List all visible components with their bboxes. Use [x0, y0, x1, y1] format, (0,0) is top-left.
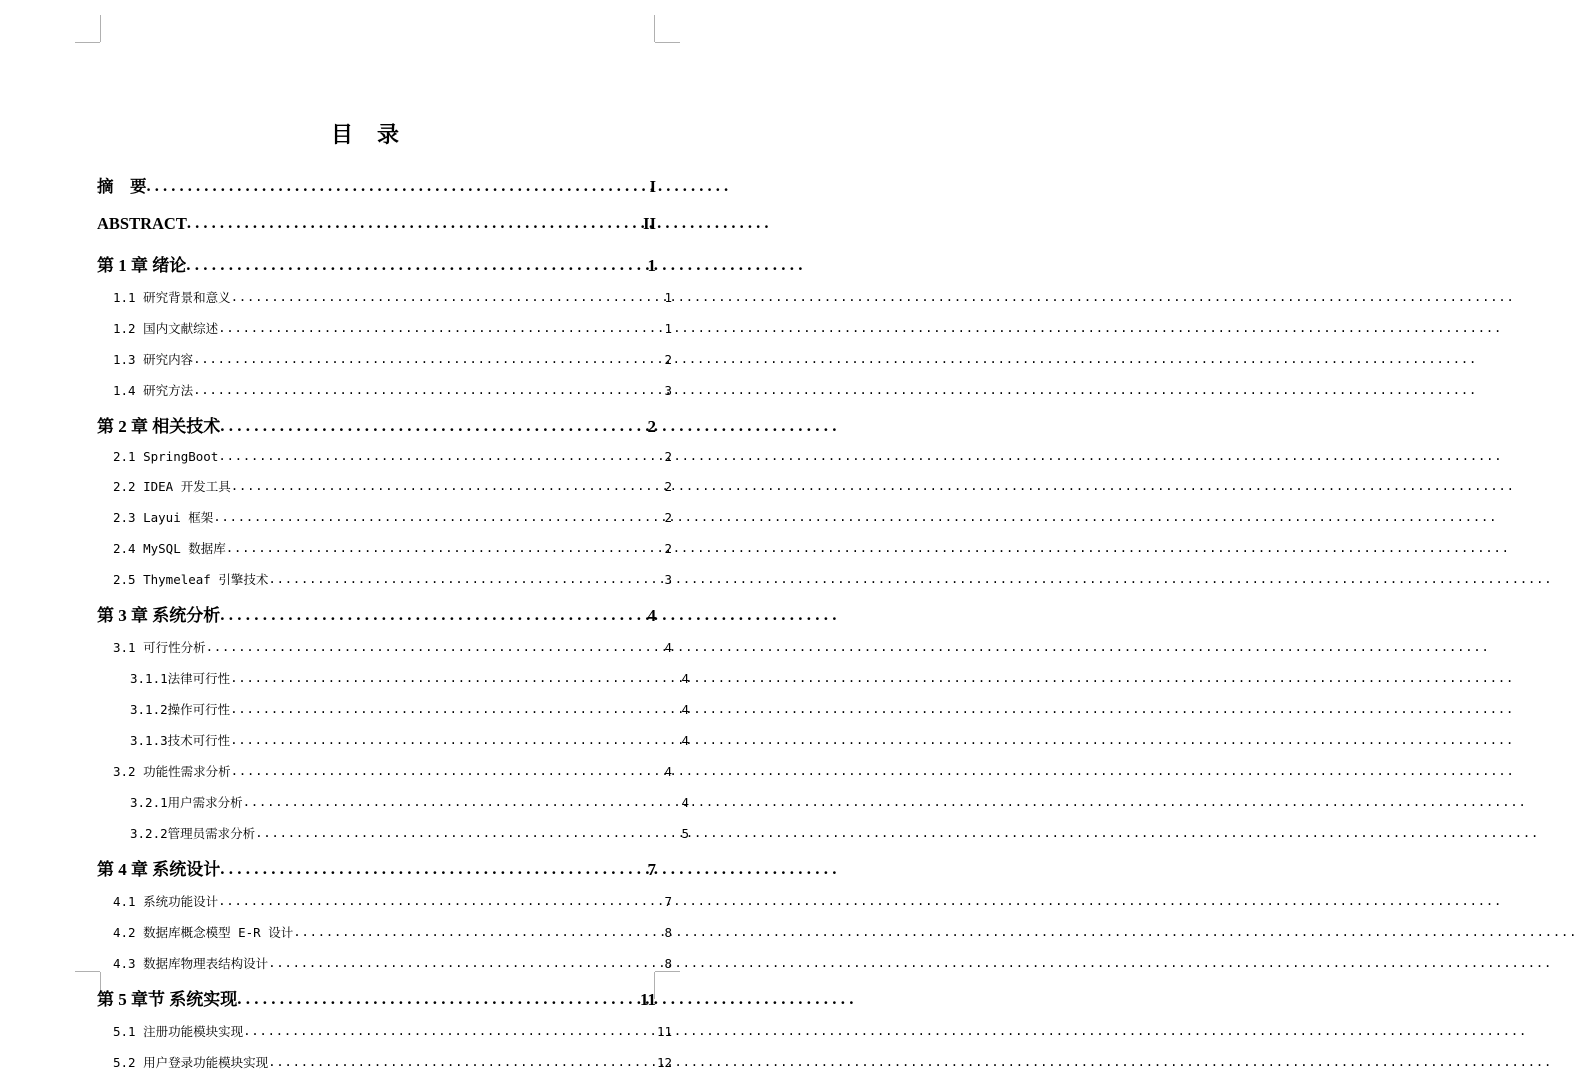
toc-entry-label: ABSTRACT [97, 214, 187, 233]
toc-entry[interactable] [97, 793, 689, 811]
page-title: 目 录 [330, 122, 400, 147]
crop-mark-top-left [75, 15, 101, 43]
toc-entry-page-number: 4 [664, 640, 672, 655]
toc-entry-page-number: II [643, 214, 656, 233]
toc-entry-page-number: 1 [664, 290, 672, 305]
toc-entry[interactable] [97, 173, 656, 197]
toc-entry-label: 4.2 数据库概念模型 E-R 设计 [113, 925, 294, 940]
toc-entry-page-number: 4 [664, 764, 672, 779]
toc-entry-label: 3.2.2管理员需求分析 [130, 826, 256, 841]
toc-entry[interactable] [97, 319, 672, 337]
toc-entry-page-number: 5 [681, 826, 689, 841]
toc-entry[interactable] [97, 855, 656, 880]
toc-entry-label: 3.2.1用户需求分析 [130, 795, 243, 810]
toc-entry-page-number: 2 [664, 449, 672, 464]
toc-entry-page-number: 8 [664, 925, 672, 940]
toc-leader-dots [231, 478, 662, 493]
toc-entry-page-number: 3 [664, 383, 672, 398]
toc-leader-dots [231, 763, 662, 778]
toc-leader-dots [268, 1054, 657, 1069]
toc-entry-label: 2.3 Layui 框架 [113, 510, 214, 525]
toc-entry-label: 摘 要 [97, 177, 147, 196]
table-of-contents [97, 173, 689, 1071]
toc-entry[interactable] [97, 824, 689, 842]
toc-entry[interactable] [97, 477, 672, 495]
toc-entry-page-number: 4 [681, 671, 689, 686]
toc-entry[interactable] [97, 700, 689, 718]
toc-entry[interactable] [97, 1022, 672, 1040]
toc-leader-dots [218, 320, 662, 335]
toc-leader-dots [237, 989, 626, 1009]
toc-entry[interactable] [97, 251, 656, 276]
toc-leader-dots [220, 859, 626, 879]
toc-entry-label: 第 2 章 相关技术 [97, 417, 221, 436]
toc-entry-page-number: 11 [639, 990, 656, 1009]
toc-entry-page-number: 2 [647, 417, 656, 436]
toc-entry[interactable] [97, 539, 672, 557]
toc-entry-label: 2.2 IDEA 开发工具 [113, 479, 231, 494]
toc-entry-label: 5.1 注册功能模块实现 [113, 1024, 244, 1039]
toc-entry[interactable] [97, 892, 672, 910]
toc-entry-page-number: 1 [664, 321, 672, 336]
toc-entry[interactable] [97, 669, 689, 687]
toc-entry-page-number: 2 [664, 510, 672, 525]
toc-entry[interactable] [97, 381, 672, 399]
toc-leader-dots [230, 701, 679, 716]
toc-entry-page-number: 2 [664, 479, 672, 494]
toc-entry-label: 4.3 数据库物理表结构设计 [113, 956, 269, 971]
crop-mark-top-right [654, 15, 680, 43]
toc-leader-dots [206, 639, 662, 654]
toc-entry-label: 3.1.1法律可行性 [130, 671, 231, 686]
toc-entry[interactable] [97, 214, 656, 234]
toc-entry-label: 1.1 研究背景和意义 [113, 290, 231, 305]
toc-entry-page-number: 3 [664, 572, 672, 587]
toc-entry-page-number: 4 [681, 733, 689, 748]
toc-entry-label: 3.1 可行性分析 [113, 640, 206, 655]
toc-leader-dots [268, 955, 662, 970]
toc-entry-label: 第 3 章 系统分析 [97, 606, 221, 625]
toc-leader-dots [193, 351, 662, 366]
toc-entry-label: 2.5 Thymeleaf 引擎技术 [113, 572, 269, 587]
toc-entry-page-number: 2 [664, 352, 672, 367]
toc-leader-dots [268, 571, 662, 586]
toc-entry-label: 1.2 国内文献综述 [113, 321, 219, 336]
toc-leader-dots [186, 255, 626, 275]
toc-entry[interactable] [97, 923, 672, 941]
toc-entry[interactable] [97, 731, 689, 749]
toc-entry-label: 3.2 功能性需求分析 [113, 764, 231, 779]
toc-entry-page-number: 7 [664, 894, 672, 909]
toc-entry-label: 第 5 章节 系统实现 [97, 990, 238, 1009]
toc-entry[interactable] [97, 288, 672, 306]
toc-entry-label: 3.1.2操作可行性 [130, 702, 231, 717]
toc-entry[interactable] [97, 412, 656, 437]
toc-entry[interactable] [97, 762, 672, 780]
toc-entry-label: 2.4 MySQL 数据库 [113, 541, 226, 556]
toc-entry[interactable] [97, 638, 672, 656]
toc-entry-label: 3.1.3技术可行性 [130, 733, 231, 748]
toc-entry-label: 5.2 用户登录功能模块实现 [113, 1055, 269, 1070]
toc-entry-page-number: 12 [656, 1055, 672, 1070]
toc-entry-label: 4.1 系统功能设计 [113, 894, 219, 909]
toc-entry[interactable] [97, 954, 672, 972]
toc-entry[interactable] [97, 985, 656, 1010]
document-page [0, 0, 764, 1070]
toc-entry[interactable] [97, 601, 656, 626]
toc-leader-dots [255, 825, 679, 840]
toc-entry-page-number: 2 [664, 541, 672, 556]
toc-leader-dots [147, 176, 627, 196]
toc-leader-dots [187, 213, 626, 233]
toc-entry-page-number: I [649, 177, 656, 196]
toc-entry-label: 第 1 章 绪论 [97, 256, 187, 275]
toc-entry-label: 2.1 SpringBoot [113, 449, 219, 464]
toc-entry-page-number: 1 [647, 256, 656, 275]
toc-content [97, 118, 689, 1084]
toc-entry[interactable] [97, 570, 672, 588]
toc-entry-label: 第 4 章 系统设计 [97, 860, 221, 879]
toc-entry[interactable] [97, 350, 672, 368]
toc-entry-page-number: 4 [681, 795, 689, 810]
toc-leader-dots [231, 289, 662, 304]
toc-leader-dots [218, 893, 662, 908]
toc-leader-dots [293, 924, 662, 939]
toc-entry-label: 1.4 研究方法 [113, 383, 194, 398]
toc-leader-dots [193, 382, 662, 397]
toc-entry-page-number: 8 [664, 956, 672, 971]
toc-entry-page-number: 4 [647, 606, 656, 625]
toc-leader-dots [226, 540, 662, 555]
toc-entry-page-number: 11 [656, 1024, 672, 1039]
toc-leader-dots [220, 416, 626, 436]
toc-leader-dots [220, 605, 626, 625]
toc-leader-dots [218, 448, 662, 463]
toc-entry-label: 1.3 研究内容 [113, 352, 194, 367]
toc-leader-dots [213, 509, 662, 524]
toc-entry-page-number: 4 [681, 702, 689, 717]
toc-leader-dots [230, 670, 679, 685]
toc-leader-dots [243, 1023, 657, 1038]
toc-entry-page-number: 7 [647, 860, 656, 879]
toc-entry[interactable] [97, 508, 672, 526]
toc-leader-dots [230, 732, 679, 747]
toc-entry[interactable] [97, 1053, 672, 1071]
toc-entry[interactable] [97, 449, 672, 464]
toc-leader-dots [243, 794, 679, 809]
